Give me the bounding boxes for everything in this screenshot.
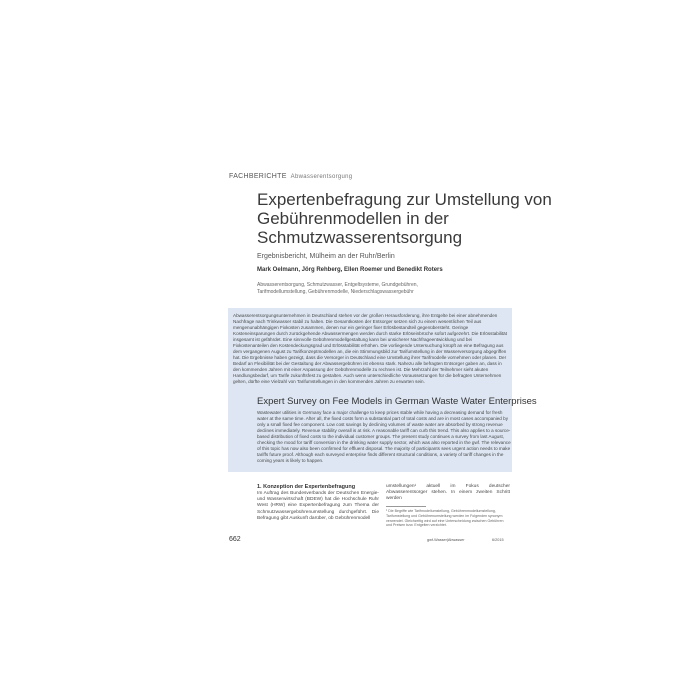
body-column-right: umstellungen¹ aktuell im Fokus deutscher Abwasserentsorger stehen. In einem zweiten Schritt werden xyxy=(386,484,510,502)
subsection-label: Abwasserentsorgung xyxy=(290,174,353,180)
page-number: 662 xyxy=(229,536,241,543)
section-heading: 1. Konzeption der Expertenbefragung xyxy=(257,484,356,490)
article-subtitle: Ergebnisbericht, Mülheim an der Ruhr/Berlin xyxy=(257,253,395,260)
footnote-divider xyxy=(386,506,426,507)
keywords: Abwasserentsorgung, Schmutzwasser, Entgeltsysteme, Grundgebühren, Tarifmodellumstellung, Gebührenmodelle, Niederschlagswassergebühr xyxy=(257,282,418,295)
section-header xyxy=(229,173,352,180)
body-column-left: Im Auftrag des Bundesverbands der Deutschen Energie- und Wasserwirtschaft (BDEW) hat die Hochschule Ruhr West (HRW) eine Expertenbefragung zum Thema der Schmutzwassergebührenumstellung durchgeführt. Die Befragung gibt Auskunft darüber, ob Gebührenmodell xyxy=(257,491,379,521)
footnote: ¹ Die Begriffe wie Tarifmodellumstellung, Gebührenmodellumstellung, Tarifumstellung und Gebührenumstellung werden im Folgenden synonym verwendet. Gleichzeitig wird auf eine Unterscheidung zwischen Gebühren und Preisen bzw. Entgelten verzichtet. xyxy=(386,509,504,528)
section-label: FACHBERICHTE xyxy=(229,173,287,180)
english-title: Expert Survey on Fee Models in German Waste Water Enterprises xyxy=(257,396,537,407)
authors: Mark Oelmann, Jörg Rehberg, Ellen Roemer und Benedikt Roters xyxy=(257,267,443,273)
abstract-english: Wastewater utilities in Germany face a major challenge to keep prices stable while having a decreasing demand for fresh water at the same time. After all, the fixed costs form a substantial part of total costs and are in most cases accompanied by only a small fixed fee component. Low cost savings by declining volumes of waste water are absorbed by strong revenue declines immediately. Revenue stability overall is at risk. A reasonable tariff can curb this trend. This also applies to a source-based distribution of fixed costs to the individual customer groups. The present study continues a survey from last August, checking the mood for tariff conversion in the drinking water supply sector, which was also reported in the gwf. The relevance of this topic has now also been confirmed for effluent disposal. The majority of participants sees urgent action needs to make tariffs future proof. Although each surveyed enterprise finds different structural conditions, a variety of tariff changes in the coming years is likely to happen. xyxy=(257,410,511,463)
journal-name: gwf-Wasser|Abwasser xyxy=(427,538,465,542)
issue-number: 6/2015 xyxy=(492,538,504,542)
abstract-german: Abwasserentsorgungsunternehmen in Deutschland stehen vor der großen Herausforderung, ihre Entgelte bei einer abnehmenden Nachfrage nach Trinkwasser stabil zu halten. Die Gesamtkosten der Entsorger setzen sich zu einem wesentlichen Teil aus mengenunabhängigen Fixkosten zusammen, denen nur ein geringer fixer Erlösbestandteil gegenübersteht. Geringe Kosteneinsparungen durch zurückgehende Abwassermengen werden durch starke Erlöseinbrüche sofort aufgezehrt. Die Erlösstabilität insgesamt ist gefährdet. Eine sinnvolle Gebührenmodellgestaltung kann bei unsicherer Nachfrageentwicklung und bei Fixkostenanteilen den Kostendeckungsgrad und Erlösstabilität erhöhen. Die vorliegende Untersuchung knüpft an eine Befragung aus dem vergangenen August zu Tarifkonzeptmodellen an, die ein Stimmungsbild zur Tarifumstellung in der Wasserversorgung abgegriffen hat. Die Ergebnisse haben gezeigt, dass die Versorger in Deutschland eine Umstellung ihrer Tarifmodelle vornehmen oder planen. Der Bedarf an Flexibilität bei der Gestaltung der Abwassergebühren ist ebenso stark. Nahezu alle befragten Entsorger gaben an, dass in den kommenden Jahren mit einer Anpassung der Gebührenmodelle zu rechnen ist. Die Mehrzahl der Teilnehmer sieht akuten Handlungsbedarf, um Tarife zukunftsfest zu gestalten. Auch wenn unterschiedliche Voraussetzungen für die befragten Unternehmen gelten, dürfte eine Vielzahl von Tarifumstellungen in den kommenden Jahren zu erwarten sein. xyxy=(233,313,507,384)
article-title: Expertenbefragung zur Umstellung von Gebührenmodellen in der Schmutzwasserentsorgung xyxy=(257,190,552,247)
